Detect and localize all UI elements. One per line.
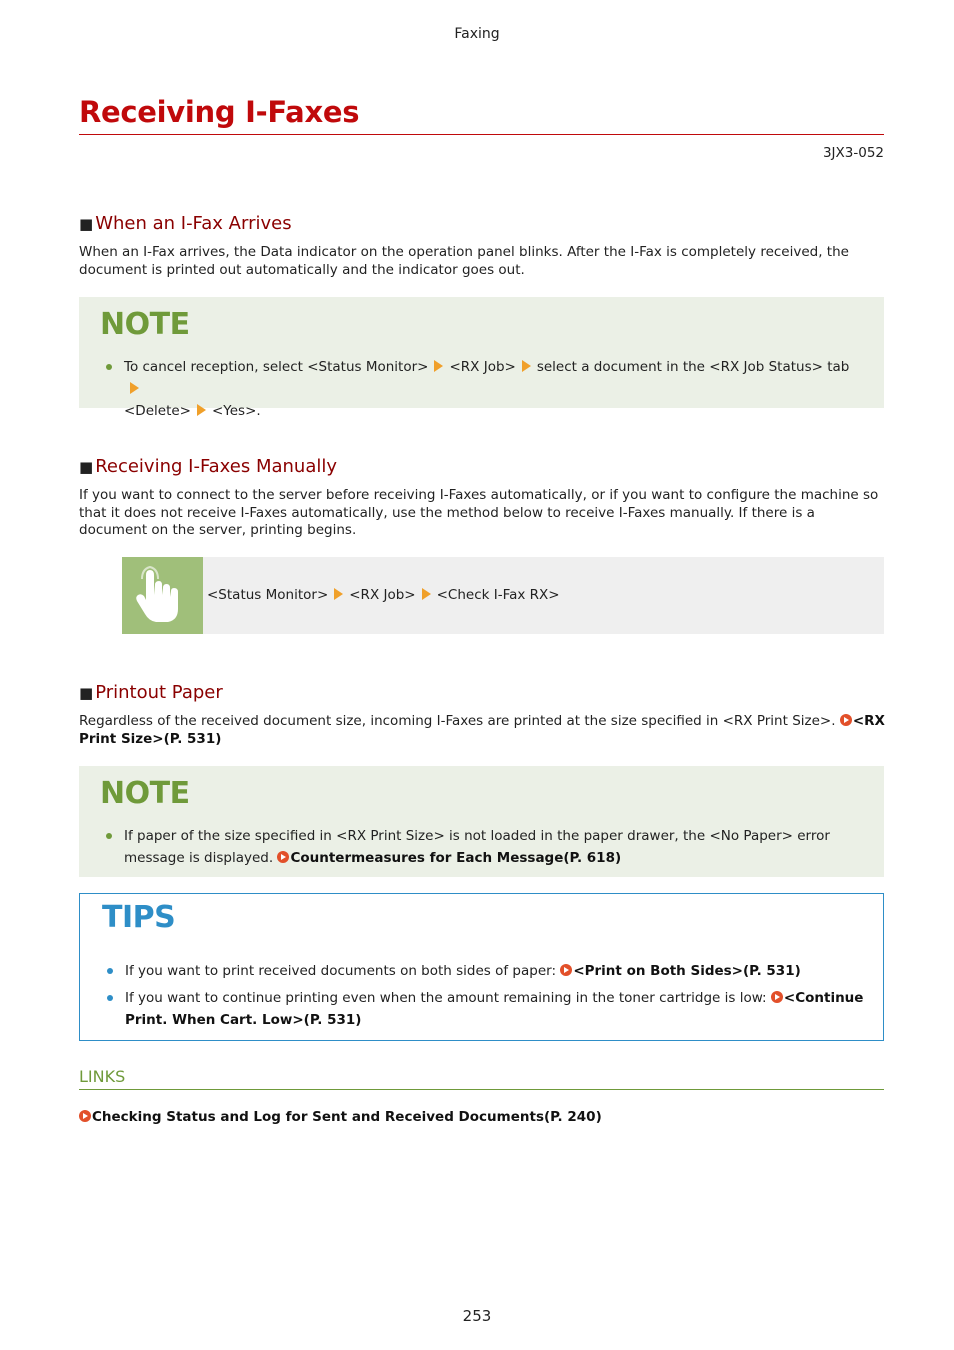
link-checking-status[interactable]: Checking Status and Log for Sent and Received Documents(P. 240) <box>92 1109 602 1125</box>
page-number: 253 <box>462 1307 492 1325</box>
section-body-paper: Regardless of the received document size, incoming I-Faxes are printed at the size specified in <RX Print Size>. <RX Print Size>(P. 531) <box>79 713 885 747</box>
section-body-manual: If you want to connect to the server before receiving I-Faxes automatically, or if you want to configure the machine so that it does not receive I-Faxes automatically, use the method below to receive I-Faxes manually. If there is a document on the server, printing begins. <box>79 487 879 538</box>
document-id: 3JX3-052 <box>822 145 884 161</box>
arrow-right-icon <box>434 360 443 372</box>
section-heading-manual: ■ Receiving I-Faxes Manually <box>79 456 338 477</box>
link-print-both-sides[interactable]: <Print on Both Sides>(P. 531) <box>573 963 801 979</box>
square-bullet-icon: ■ <box>79 684 94 702</box>
tips-title: TIPS <box>102 900 176 935</box>
bullet-dot-icon <box>107 968 113 974</box>
procedure-steps: <Status Monitor> <RX Job> <Check I-Fax RX> <box>207 587 560 603</box>
link-continue-print[interactable]: <Continue Print. When Cart. Low>(P. 531) <box>125 990 864 1028</box>
note-item-cancel: To cancel reception, select <Status Monitor> <RX Job> select a document in the <RX Job Status> tab <Delete> <Yes>. <box>124 356 864 422</box>
note-title: NOTE <box>100 776 190 811</box>
arrow-right-icon <box>334 588 343 600</box>
note-title: NOTE <box>100 307 190 342</box>
section-heading-arrives: ■ When an I-Fax Arrives <box>79 213 292 234</box>
link-arrow-icon <box>79 1110 91 1122</box>
links-heading: LINKS <box>79 1067 126 1086</box>
link-arrow-icon <box>771 991 783 1003</box>
section-heading-paper: ■ Printout Paper <box>79 682 223 703</box>
bullet-dot-icon <box>107 995 113 1001</box>
arrow-right-icon <box>130 382 139 394</box>
link-arrow-icon <box>277 851 289 863</box>
links-item <box>79 1109 602 1125</box>
arrow-right-icon <box>197 404 206 416</box>
procedure-box <box>122 557 884 634</box>
bullet-dot-icon <box>106 833 112 839</box>
link-arrow-icon <box>840 714 852 726</box>
title-divider <box>79 134 884 135</box>
bullet-dot-icon <box>106 364 112 370</box>
note-item-paper: If paper of the size specified in <RX Print Size> is not loaded in the paper drawer, the <No Paper> error message is displayed. Countermeasures for Each Message(P. 618) <box>124 825 864 869</box>
section-body-arrives: When an I-Fax arrives, the Data indicator on the operation panel blinks. After the I-Fax is completely received, the document is printed out automatically and the indicator goes out. <box>79 244 849 278</box>
hand-touch-icon <box>122 557 203 634</box>
link-rx-print-size[interactable]: <RX Print Size>(P. 531) <box>79 713 885 747</box>
note-box-paper <box>79 766 884 877</box>
square-bullet-icon: ■ <box>79 458 94 476</box>
tips-item: If you want to continue printing even when the amount remaining in the toner cartridge is low: <Continue Print. When Cart. Low>(P. 531) <box>125 987 865 1031</box>
tips-item: If you want to print received documents on both sides of paper: <Print on Both Sides>(P. 531) <box>125 960 865 982</box>
link-countermeasures[interactable]: Countermeasures for Each Message(P. 618) <box>290 850 622 866</box>
page-title: Receiving I-Faxes <box>79 95 360 129</box>
tips-box <box>79 893 884 1041</box>
square-bullet-icon: ■ <box>79 215 94 233</box>
link-arrow-icon <box>560 964 572 976</box>
arrow-right-icon <box>422 588 431 600</box>
running-header: Faxing <box>454 26 500 42</box>
arrow-right-icon <box>522 360 531 372</box>
links-divider <box>79 1089 884 1090</box>
note-box-cancel <box>79 297 884 419</box>
